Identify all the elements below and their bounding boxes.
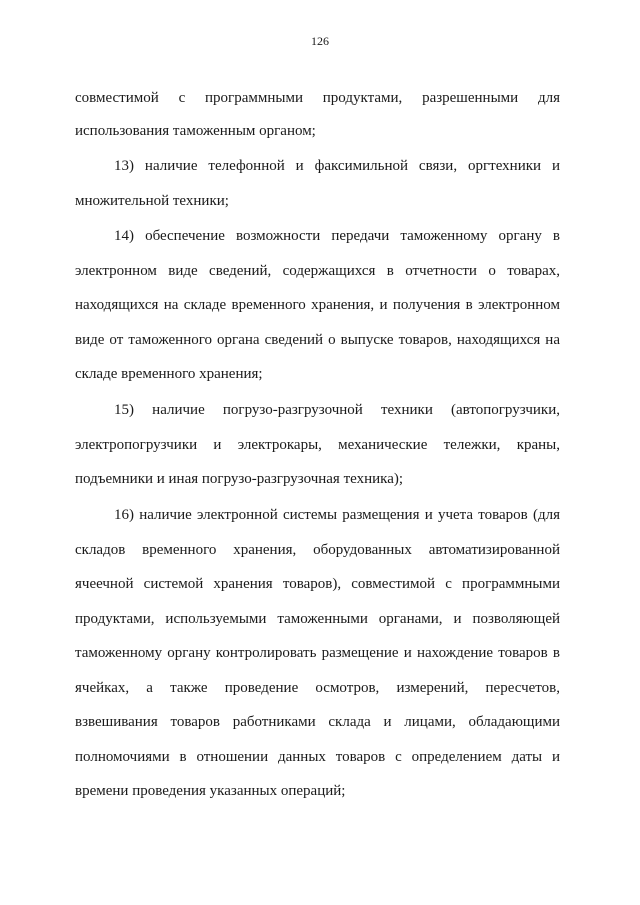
text-line: находящихся на складе временного хранения, и получения в электронном: [75, 297, 560, 313]
text-line: виде от таможенного органа сведений о выпуске товаров, находящихся на: [75, 332, 560, 348]
text-line: электропогрузчики и электрокары, механические тележки, краны,: [75, 437, 560, 453]
text-line: продуктами, используемыми таможенными органами, и позволяющей: [75, 611, 560, 627]
text-line: ячеечной системой хранения товаров), совместимой с программными: [75, 576, 560, 592]
text-line: полномочиями в отношении данных товаров с определением даты и: [75, 749, 560, 765]
text-line: взвешивания товаров работниками склада и лицами, обладающими: [75, 714, 560, 730]
text-line: использования таможенным органом;: [75, 123, 316, 139]
text-line: 14) обеспечение возможности передачи таможенному органу в: [114, 228, 560, 244]
text-line: множительной техники;: [75, 193, 229, 209]
text-line: 13) наличие телефонной и факсимильной связи, оргтехники и: [114, 158, 560, 174]
text-line: 15) наличие погрузо-разгрузочной техники (автопогрузчики,: [114, 402, 560, 418]
text-line: таможенному органу контролировать размещение и нахождение товаров в: [75, 645, 560, 661]
text-line: складе временного хранения;: [75, 366, 263, 382]
text-line: ячейках, а также проведение осмотров, измерений, пересчетов,: [75, 680, 560, 696]
text-line: электронном виде сведений, содержащихся в отчетности о товарах,: [75, 263, 560, 279]
page-number: 126: [311, 34, 329, 48]
text-line: совместимой с программными продуктами, разрешенными для: [75, 90, 560, 106]
text-line: времени проведения указанных операций;: [75, 783, 346, 799]
text-line: подъемники и иная погрузо-разгрузочная техника);: [75, 471, 404, 487]
text-line: складов временного хранения, оборудованных автоматизированной: [75, 542, 560, 558]
text-line: 16) наличие электронной системы размещения и учета товаров (для: [114, 507, 560, 523]
